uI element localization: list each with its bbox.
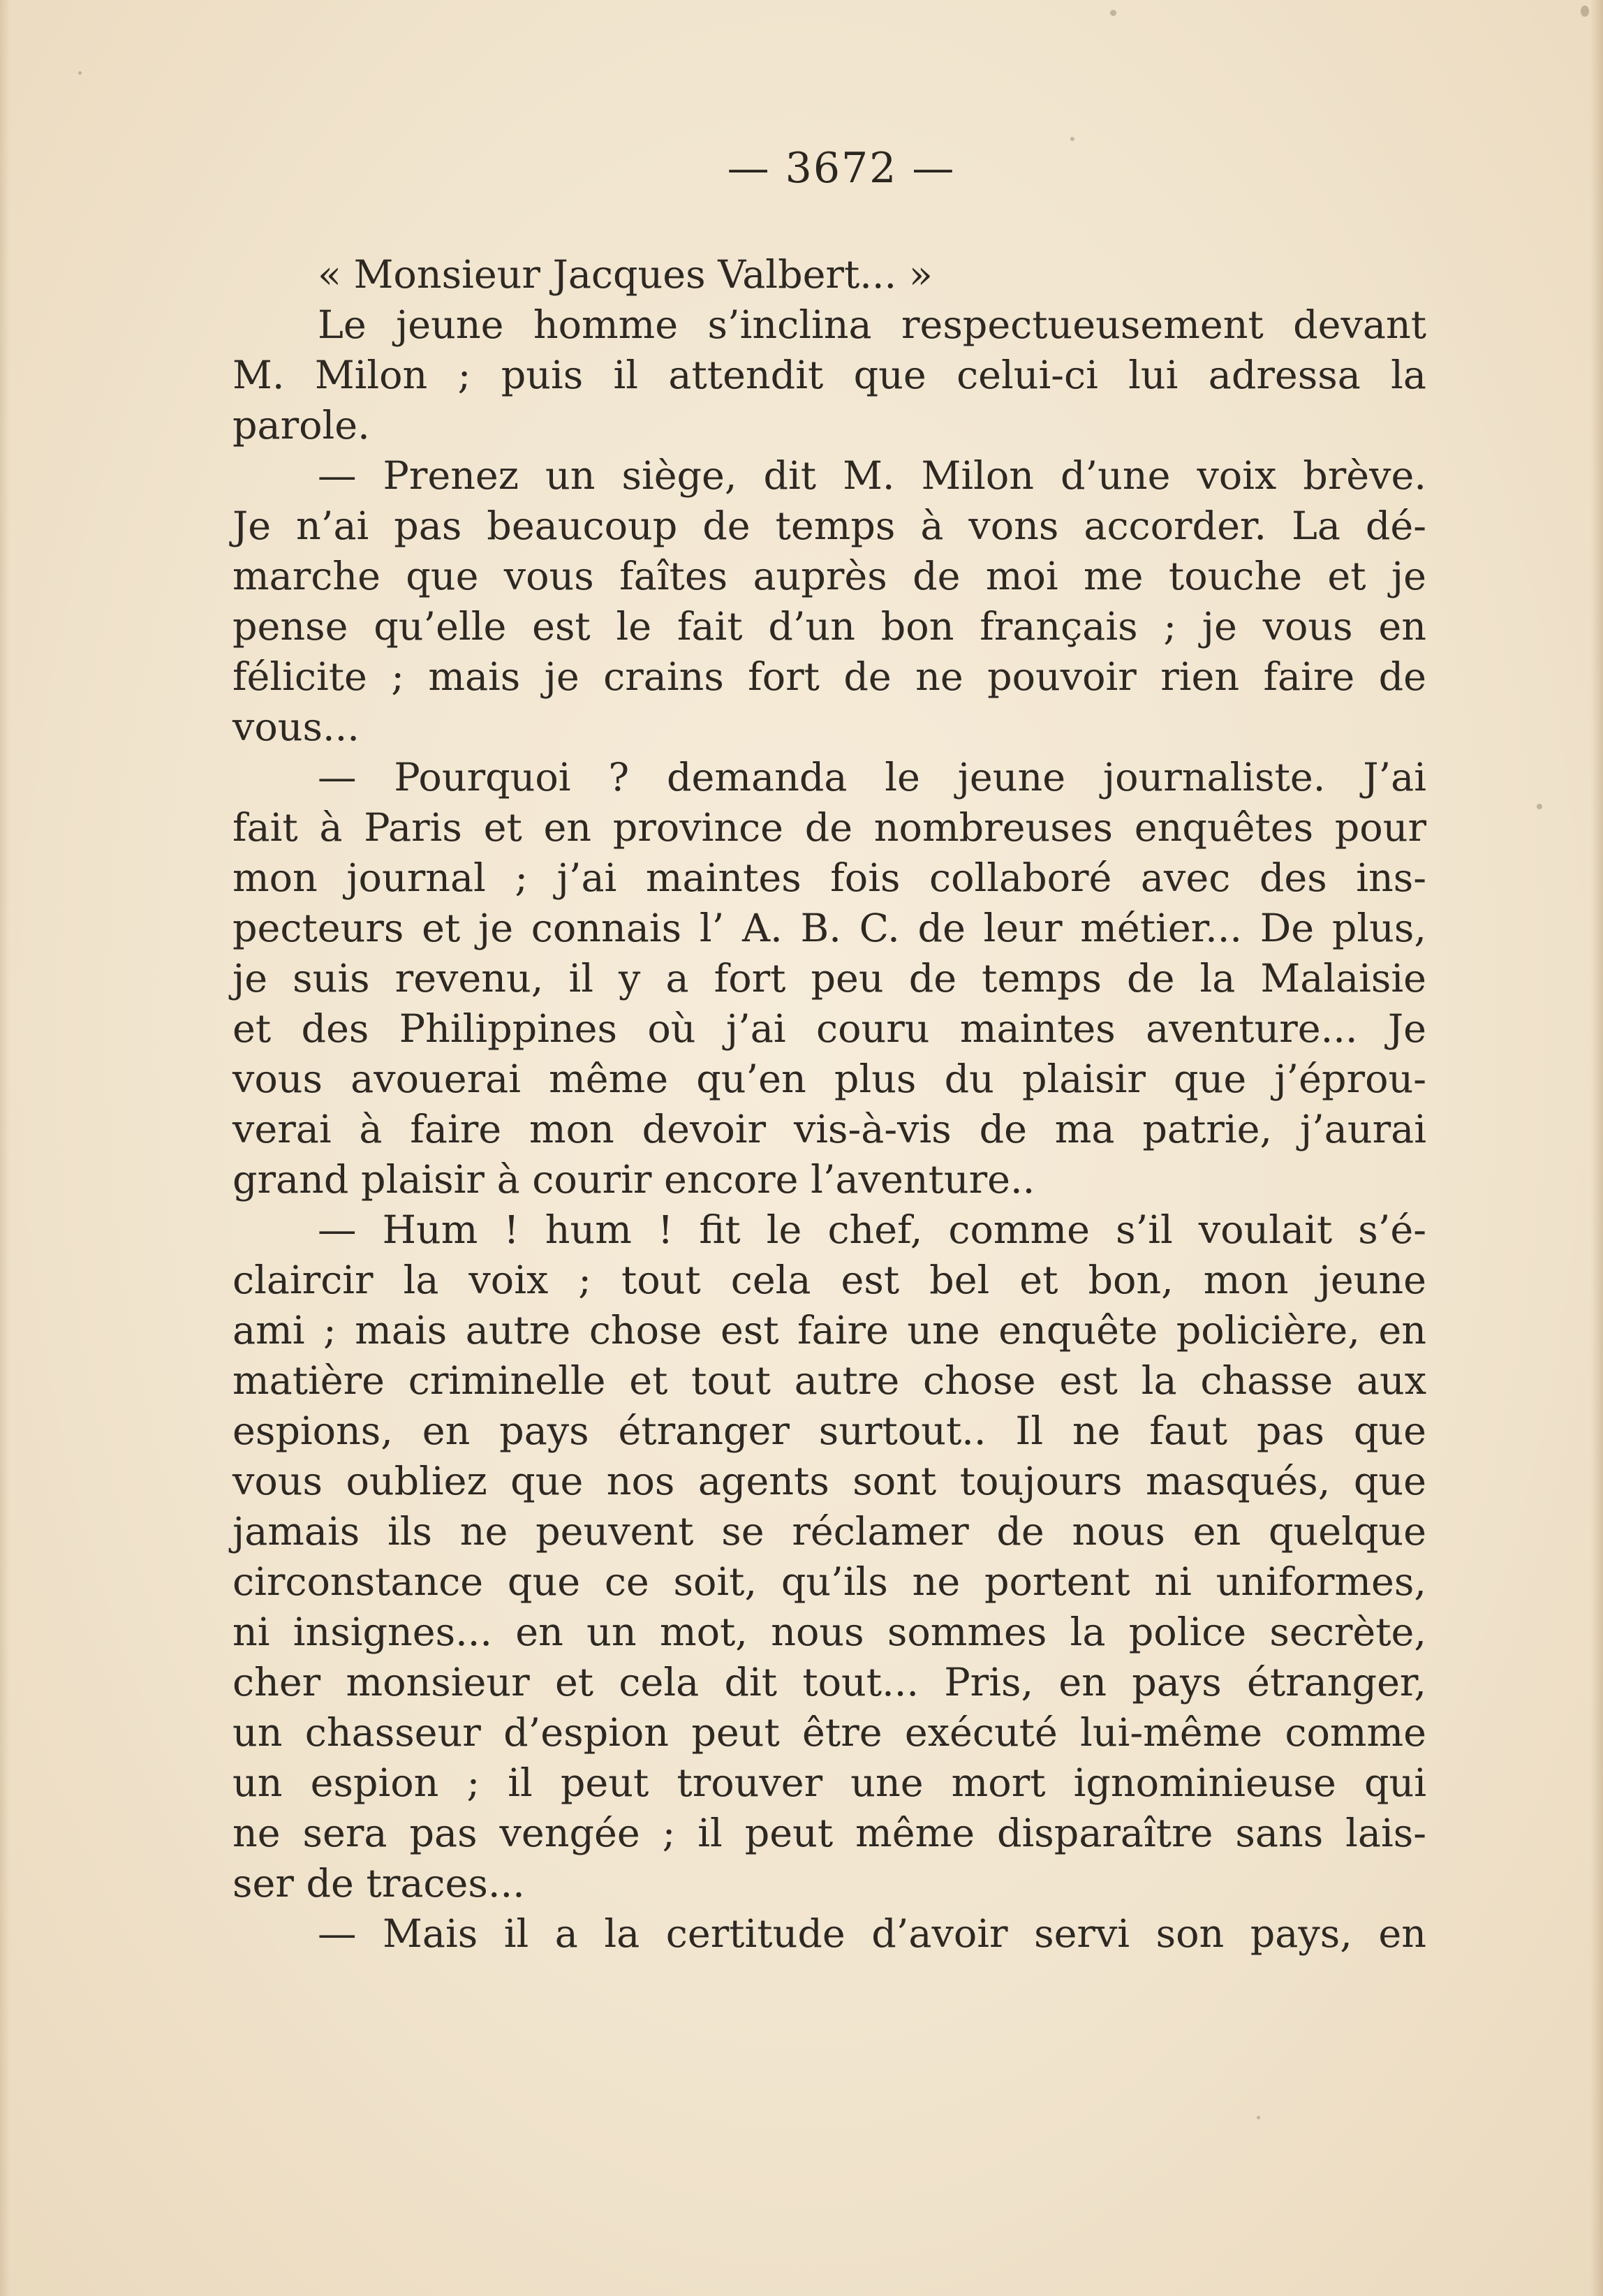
text-line: claircir la voix ; tout cela est bel et bon, mon jeune — [232, 1258, 1426, 1303]
text-line: — Mais il a la certitude d’avoir servi son pays, en — [318, 1911, 1426, 1957]
page-edge-left — [0, 0, 10, 2296]
text-line: marche que vous faîtes auprès de moi me touche et je — [232, 554, 1426, 599]
body-text — [232, 250, 1426, 1959]
text-line: — Pourquoi ? demanda le jeune journaliste. J’ai — [318, 755, 1426, 800]
text-line: et des Philippines où j’ai couru maintes aventure... Je — [232, 1006, 1426, 1052]
text-line: vous avouerai même qu’en plus du plaisir que j’éprou- — [232, 1057, 1426, 1102]
text-line: « Monsieur Jacques Valbert... » — [318, 252, 933, 297]
text-line: vous... — [232, 705, 360, 750]
text-line: pecteurs et je connais l’ A. B. C. de leur métier... De plus, — [232, 906, 1426, 951]
text-line: M. Milon ; puis il attendit que celui-ci lui adressa la — [232, 353, 1426, 398]
text-line: ni insignes... en un mot, nous sommes la police secrète, — [232, 1610, 1426, 1655]
text-line: grand plaisir à courir encore l’aventure.. — [232, 1157, 1035, 1202]
text-line: espions, en pays étranger surtout.. Il ne faut pas que — [232, 1408, 1426, 1454]
text-line: — Hum ! hum ! fit le chef, comme s’il voulait s’é- — [318, 1207, 1426, 1253]
text-line: pense qu’elle est le fait d’un bon français ; je vous en — [232, 604, 1426, 649]
text-line: — Prenez un siège, dit M. Milon d’une voix brève. — [318, 453, 1426, 499]
text-line: félicite ; mais je crains fort de ne pouvoir rien faire de — [232, 654, 1426, 700]
text-line: cher monsieur et cela dit tout... Pris, en pays étranger, — [232, 1660, 1426, 1705]
text-line: je suis revenu, il y a fort peu de temps de la Malaisie — [232, 956, 1426, 1001]
text-line: ser de traces... — [232, 1861, 525, 1906]
text-line: parole. — [232, 403, 370, 448]
text-line: ne sera pas vengée ; il peut même disparaître sans lais- — [232, 1811, 1426, 1856]
page-edge-right — [1590, 0, 1603, 2296]
text-line: Le jeune homme s’inclina respectueusement devant — [318, 302, 1426, 348]
paper-speck — [1070, 137, 1074, 141]
text-line: fait à Paris et en province de nombreuses enquêtes pour — [232, 805, 1426, 851]
paper-speck — [1537, 804, 1542, 809]
paper-speck — [1257, 2116, 1260, 2119]
text-line: verai à faire mon devoir vis-à-vis de ma patrie, j’aurai — [232, 1107, 1426, 1152]
text-line: jamais ils ne peuvent se réclamer de nous en quelque — [232, 1509, 1426, 1554]
text-line: un chasseur d’espion peut être exécuté lui-même comme — [232, 1710, 1426, 1756]
text-line: matière criminelle et tout autre chose est la chasse aux — [232, 1358, 1426, 1404]
text-line: vous oubliez que nos agents sont toujours masqués, que — [232, 1459, 1426, 1504]
text-line: ami ; mais autre chose est faire une enquête policière, en — [232, 1308, 1426, 1353]
text-line: mon journal ; j’ai maintes fois collaboré avec des ins- — [232, 855, 1426, 901]
page-number: — 3672 — — [727, 144, 956, 193]
paper-speck — [78, 71, 82, 75]
paper-speck — [1110, 10, 1116, 16]
paper-speck — [1581, 6, 1589, 17]
text-line: un espion ; il peut trouver une mort ignominieuse qui — [232, 1760, 1426, 1806]
text-line: Je n’ai pas beaucoup de temps à vons accorder. La dé- — [232, 503, 1426, 549]
text-line: circonstance que ce soit, qu’ils ne portent ni uniformes, — [232, 1559, 1426, 1605]
